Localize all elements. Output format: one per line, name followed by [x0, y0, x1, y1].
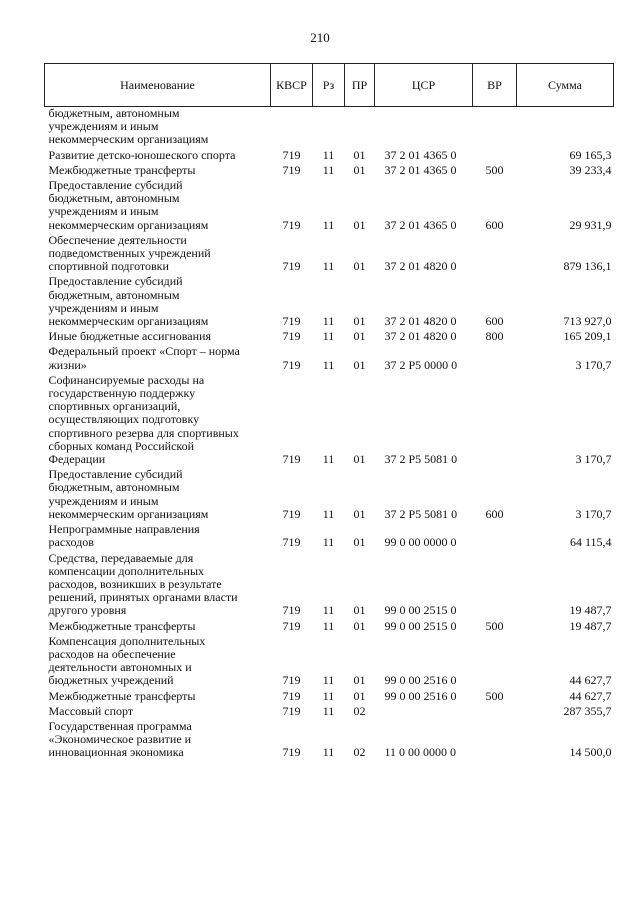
cell-kvsr: 719: [282, 314, 301, 329]
cell-sum: 19 487,7: [569, 618, 612, 633]
cell-rz: 11: [322, 452, 335, 467]
cell-kvsr: 719: [282, 603, 301, 618]
cell-pr: 01: [353, 673, 366, 688]
cell-name: Иные бюджетные ассигнования: [48, 329, 211, 344]
cell-kvsr: 719: [282, 217, 301, 232]
cell-sum: 39 233,4: [569, 162, 612, 177]
cell-rz: 11: [322, 259, 335, 274]
cell-rz: 11: [322, 506, 335, 521]
cell-name: Предоставление субсидий бюджетным, автономным учреждениям и иным некоммерческим организациям: [48, 274, 209, 329]
cell-name: Межбюджетные трансферты: [48, 162, 196, 177]
cell-pr: 01: [353, 357, 366, 372]
cell-name: бюджетным, автономным учреждениям и иным некоммерческим организациям: [48, 106, 209, 147]
cell-csr: 37 2 P5 0000 0: [384, 357, 458, 372]
cell-vr: [473, 521, 517, 549]
cell-name: Предоставление субсидий бюджетным, автономным учреждениям и иным некоммерческим организациям: [48, 467, 209, 521]
header-name: Наименование: [45, 64, 271, 107]
table-row: [45, 466, 614, 521]
table-row: [45, 703, 614, 718]
table-row: [45, 328, 614, 343]
cell-vr: [473, 147, 517, 162]
table-row: [45, 177, 614, 232]
cell-sum: 165 209,1: [563, 329, 612, 344]
cell-rz: 11: [322, 535, 335, 550]
table-row: [45, 162, 614, 177]
cell-sum: 44 627,7: [569, 673, 612, 688]
cell-pr: 01: [353, 259, 366, 274]
header-rz: Рз: [313, 64, 345, 107]
cell-rz: 11: [322, 314, 335, 329]
cell-csr: 11 0 00 0000 0: [384, 745, 457, 760]
cell-sum: 29 931,9: [569, 217, 612, 232]
cell-pr: 01: [353, 452, 366, 467]
cell-vr: 500: [485, 162, 504, 177]
cell-vr: [473, 633, 517, 688]
cell-pr: 01: [353, 618, 366, 633]
cell-vr: [473, 703, 517, 718]
cell-kvsr: 719: [282, 452, 301, 467]
cell-rz: [313, 107, 345, 147]
cell-name: Государственная программа «Экономическое развитие и инновационная экономика: [48, 718, 192, 760]
cell-csr: 37 2 01 4820 0: [384, 314, 457, 329]
cell-sum: 287 355,7: [563, 703, 612, 718]
table-row: [45, 550, 614, 618]
table-row: [45, 633, 614, 688]
cell-pr: 01: [353, 506, 366, 521]
cell-vr: 500: [485, 688, 504, 703]
cell-rz: 11: [322, 618, 335, 633]
table-row: [45, 521, 614, 549]
cell-rz: 11: [322, 147, 335, 162]
header-pr: ПР: [345, 64, 375, 107]
cell-kvsr: 719: [282, 745, 301, 760]
cell-vr: 600: [485, 217, 504, 232]
cell-csr: 37 2 01 4820 0: [384, 329, 457, 344]
cell-pr: 01: [353, 603, 366, 618]
header-kvsr: КВСР: [271, 64, 313, 107]
cell-csr: 37 2 01 4820 0: [384, 259, 457, 274]
cell-pr: [345, 107, 375, 147]
cell-csr: 37 2 P5 5081 0: [384, 506, 458, 521]
cell-sum: [517, 107, 614, 147]
cell-pr: 01: [353, 329, 366, 344]
cell-name: Средства, передаваемые для компенсации дополнительных расходов, возникших в результате решений, принятых органами власти другого уровня: [48, 550, 238, 618]
cell-csr: 99 0 00 2516 0: [384, 673, 457, 688]
cell-pr: 01: [353, 688, 366, 703]
cell-rz: 11: [322, 357, 335, 372]
cell-rz: 11: [322, 162, 335, 177]
table-header: [45, 64, 614, 107]
cell-sum: 14 500,0: [569, 745, 612, 760]
cell-rz: 11: [322, 329, 335, 344]
cell-kvsr: 719: [282, 259, 301, 274]
cell-kvsr: 719: [282, 688, 301, 703]
table-row: [45, 718, 614, 760]
cell-csr: [375, 107, 473, 147]
cell-sum: 19 487,7: [569, 603, 612, 618]
cell-vr: [473, 550, 517, 618]
header-csr: ЦСР: [375, 64, 473, 107]
cell-pr: 02: [353, 745, 366, 760]
cell-rz: 11: [322, 217, 335, 232]
cell-name: Межбюджетные трансферты: [48, 688, 196, 703]
header-vr: ВР: [473, 64, 517, 107]
cell-kvsr: 719: [282, 162, 301, 177]
table-row: [45, 688, 614, 703]
cell-name: Непрограммные направления расходов: [48, 522, 200, 550]
cell-vr: 600: [485, 314, 504, 329]
cell-kvsr: 719: [282, 506, 301, 521]
cell-csr: [375, 703, 473, 718]
cell-kvsr: [271, 107, 313, 147]
cell-sum: 3 170,7: [575, 357, 612, 372]
table-row: [45, 232, 614, 274]
cell-vr: 800: [485, 329, 504, 344]
cell-kvsr: 719: [282, 329, 301, 344]
cell-vr: 600: [485, 506, 504, 521]
table-row: [45, 273, 614, 328]
cell-sum: 3 170,7: [575, 506, 612, 521]
cell-sum: 64 115,4: [569, 535, 612, 550]
cell-sum: 44 627,7: [569, 688, 612, 703]
cell-name: Развитие детско-юношеского спорта: [48, 147, 236, 162]
cell-rz: 11: [322, 603, 335, 618]
cell-kvsr: 719: [282, 703, 301, 718]
cell-pr: 01: [353, 162, 366, 177]
table-row: [45, 147, 614, 162]
cell-rz: 11: [322, 688, 335, 703]
table-row: [45, 372, 614, 466]
cell-name: Обеспечение деятельности подведомственных учреждений спортивной подготовки: [48, 232, 211, 274]
cell-name: Массовый спорт: [48, 703, 134, 718]
cell-pr: 02: [353, 703, 366, 718]
cell-sum: 713 927,0: [563, 314, 612, 329]
cell-sum: 879 136,1: [563, 259, 612, 274]
cell-vr: [473, 232, 517, 274]
page-number: 210: [310, 30, 330, 45]
cell-name: Предоставление субсидий бюджетным, автономным учреждениям и иным некоммерческим организациям: [48, 178, 209, 232]
cell-kvsr: 719: [282, 673, 301, 688]
cell-csr: 37 2 01 4365 0: [384, 147, 457, 162]
table-row: [45, 618, 614, 633]
cell-pr: 01: [353, 217, 366, 232]
cell-csr: 99 0 00 2516 0: [384, 688, 457, 703]
header-sum: Сумма: [517, 64, 614, 107]
cell-csr: 99 0 00 2515 0: [384, 603, 457, 618]
cell-kvsr: 719: [282, 618, 301, 633]
table-body: [45, 107, 614, 760]
cell-kvsr: 719: [282, 535, 301, 550]
cell-csr: 37 2 P5 5081 0: [384, 452, 458, 467]
cell-pr: 01: [353, 147, 366, 162]
cell-csr: 37 2 01 4365 0: [384, 162, 457, 177]
cell-name: Федеральный проект «Спорт – норма жизни»: [48, 344, 240, 372]
cell-rz: 11: [322, 673, 335, 688]
cell-pr: 01: [353, 314, 366, 329]
cell-csr: 37 2 01 4365 0: [384, 217, 457, 232]
cell-name: Софинансируемые расходы на государственную поддержку спортивных организаций, осуществляющих подготовку спортивного резерва для спортивных сборных команд Российской Федерации: [48, 372, 239, 467]
cell-vr: 500: [485, 618, 504, 633]
cell-sum: 69 165,3: [569, 147, 612, 162]
cell-csr: 99 0 00 2515 0: [384, 618, 457, 633]
cell-pr: 01: [353, 535, 366, 550]
table-row: [45, 343, 614, 371]
cell-kvsr: 719: [282, 147, 301, 162]
cell-vr: [473, 372, 517, 466]
cell-sum: 3 170,7: [575, 452, 612, 467]
cell-vr: [473, 343, 517, 371]
cell-vr: [473, 107, 517, 147]
cell-csr: 99 0 00 0000 0: [384, 535, 457, 550]
budget-table: [44, 63, 614, 760]
cell-name: Межбюджетные трансферты: [48, 618, 196, 633]
cell-rz: 11: [322, 745, 335, 760]
cell-name: Компенсация дополнительных расходов на обеспечение деятельности автономных и бюджетных учреждений: [48, 633, 206, 688]
table-row: [45, 107, 614, 147]
cell-rz: 11: [322, 703, 335, 718]
cell-vr: [473, 718, 517, 760]
cell-kvsr: 719: [282, 357, 301, 372]
